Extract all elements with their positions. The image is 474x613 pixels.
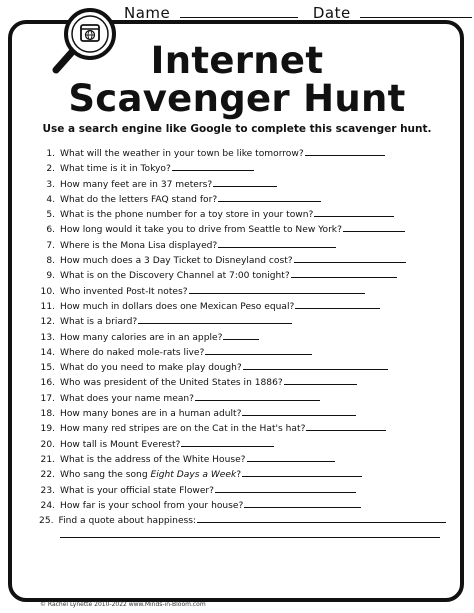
answer-blank-line[interactable]: [244, 498, 361, 508]
question-text: How much in dollars does one Mexican Peso equal?: [60, 301, 295, 312]
answer-extra-line[interactable]: [36, 528, 446, 540]
copyright-footer: © Rachel Lynette 2010-2022 www.Minds-in-Bloom.com: [40, 601, 206, 608]
question-text: Find a quote about happiness:: [58, 516, 197, 527]
question-list: [36, 146, 446, 540]
question-item: [36, 330, 446, 345]
answer-blank-line[interactable]: [306, 421, 386, 431]
question-text: What does your name mean?: [60, 393, 194, 404]
question-item: [36, 238, 446, 253]
question-item: [36, 253, 446, 268]
question-number: 8.: [46, 256, 55, 267]
question-item: [36, 406, 446, 421]
question-text: Where do naked mole-rats live?: [60, 347, 205, 358]
answer-blank-line[interactable]: [213, 177, 277, 187]
question-item: [36, 452, 446, 467]
question-number: 15.: [40, 363, 55, 374]
question-number: 12.: [40, 317, 55, 328]
answer-blank-line[interactable]: [189, 284, 365, 294]
question-item: [36, 467, 446, 482]
date-label: Date: [312, 4, 351, 22]
answer-blank-line[interactable]: [60, 528, 440, 538]
question-text: What is your official state Flower?: [60, 485, 214, 496]
question-number: 20.: [40, 439, 55, 450]
question-text: How many red stripes are on the Cat in the Hat's hat?: [60, 424, 306, 435]
question-item: [36, 207, 446, 222]
answer-blank-line[interactable]: [223, 330, 259, 340]
name-date-header: [124, 4, 472, 22]
answer-blank-line[interactable]: [294, 253, 406, 263]
question-item: [36, 222, 446, 237]
answer-blank-line[interactable]: [305, 146, 385, 156]
question-number: 18.: [40, 409, 55, 420]
answer-blank-line[interactable]: [242, 467, 362, 477]
question-text: What is the phone number for a toy store in your town?: [60, 210, 314, 221]
question-item: [36, 146, 446, 161]
question-number: 25.: [39, 516, 54, 527]
answer-blank-line[interactable]: [314, 207, 394, 217]
answer-blank-line[interactable]: [243, 360, 388, 370]
question-text: Who invented Post-It notes?: [60, 286, 188, 297]
question-text: Who was president of the United States in 1886?: [60, 378, 283, 389]
question-text: Where is the Mona Lisa displayed?: [60, 240, 218, 251]
question-number: 7.: [46, 240, 55, 251]
question-text: What do the letters FAQ stand for?: [60, 194, 218, 205]
question-item: [36, 314, 446, 329]
answer-blank-line[interactable]: [215, 483, 356, 493]
question-number: 24.: [40, 500, 55, 511]
answer-blank-line[interactable]: [284, 375, 357, 385]
question-item: [36, 421, 446, 436]
question-number: 23.: [40, 485, 55, 496]
question-number: 14.: [40, 347, 55, 358]
question-item: [36, 498, 446, 513]
answer-blank-line[interactable]: [205, 345, 312, 355]
question-number: 19.: [40, 424, 55, 435]
page-title-line-2: Scavenger Hunt: [68, 77, 406, 120]
question-text: What is a briard?: [60, 317, 138, 328]
question-number: 9.: [46, 271, 55, 282]
question-number: 13.: [40, 332, 55, 343]
question-item: [36, 360, 446, 375]
question-item: [36, 177, 446, 192]
question-text: Who sang the song Eight Days a Week?: [60, 470, 242, 481]
answer-blank-line[interactable]: [295, 299, 380, 309]
name-blank-line: [180, 5, 298, 18]
question-number: 10.: [40, 286, 55, 297]
question-item: [36, 284, 446, 299]
name-label: Name: [124, 4, 171, 22]
instructions: Use a search engine like Google to complete this scavenger hunt.: [42, 123, 432, 135]
question-text: How many bones are in a human adult?: [60, 409, 242, 420]
answer-blank-line[interactable]: [138, 314, 292, 324]
question-text: How many feet are in 37 meters?: [60, 179, 213, 190]
question-number: 6.: [46, 225, 55, 236]
answer-blank-line[interactable]: [172, 161, 254, 171]
question-number: 21.: [40, 454, 55, 465]
answer-blank-line[interactable]: [181, 437, 274, 447]
answer-blank-line[interactable]: [242, 406, 356, 416]
answer-blank-line[interactable]: [343, 222, 405, 232]
question-item: [36, 513, 446, 528]
answer-blank-line[interactable]: [291, 268, 397, 278]
question-text: What will the weather in your town be like tomorrow?: [60, 149, 304, 159]
date-blank-line: [360, 5, 472, 18]
question-number: 3.: [46, 179, 55, 190]
answer-blank-line[interactable]: [195, 391, 320, 401]
question-item: [36, 345, 446, 360]
question-number: 2.: [46, 164, 55, 175]
question-item: [36, 437, 446, 452]
question-item: [36, 391, 446, 406]
question-text: How many calories are in an apple?: [60, 332, 223, 343]
question-number: 4.: [46, 194, 55, 205]
question-text: What time is it in Tokyo?: [60, 164, 171, 175]
question-item: [36, 375, 446, 390]
question-text: How much does a 3 Day Ticket to Disneyland cost?: [60, 256, 293, 267]
answer-blank-line[interactable]: [218, 238, 336, 248]
question-number: 17.: [40, 393, 55, 404]
answer-blank-line[interactable]: [197, 513, 446, 523]
question-number: 5.: [46, 210, 55, 221]
question-text: What is on the Discovery Channel at 7:00 tonight?: [60, 271, 290, 282]
question-text: How long would it take you to drive from Seattle to New York?: [60, 225, 342, 236]
answer-blank-line[interactable]: [218, 192, 321, 202]
question-text: What is the address of the White House?: [60, 454, 246, 465]
question-number: 16.: [40, 378, 55, 389]
question-text: How far is your school from your house?: [60, 500, 244, 511]
question-number: 1.: [46, 149, 55, 159]
answer-blank-line[interactable]: [247, 452, 335, 462]
question-item: [36, 483, 446, 498]
question-item: [36, 268, 446, 283]
question-text: What do you need to make play dough?: [60, 363, 242, 374]
question-item: [36, 161, 446, 176]
question-item: [36, 192, 446, 207]
question-number: 22.: [40, 470, 55, 481]
question-text: How tall is Mount Everest?: [60, 439, 181, 450]
question-item: [36, 299, 446, 314]
page-title-line-1: Internet: [150, 39, 324, 82]
question-number: 11.: [40, 301, 55, 312]
